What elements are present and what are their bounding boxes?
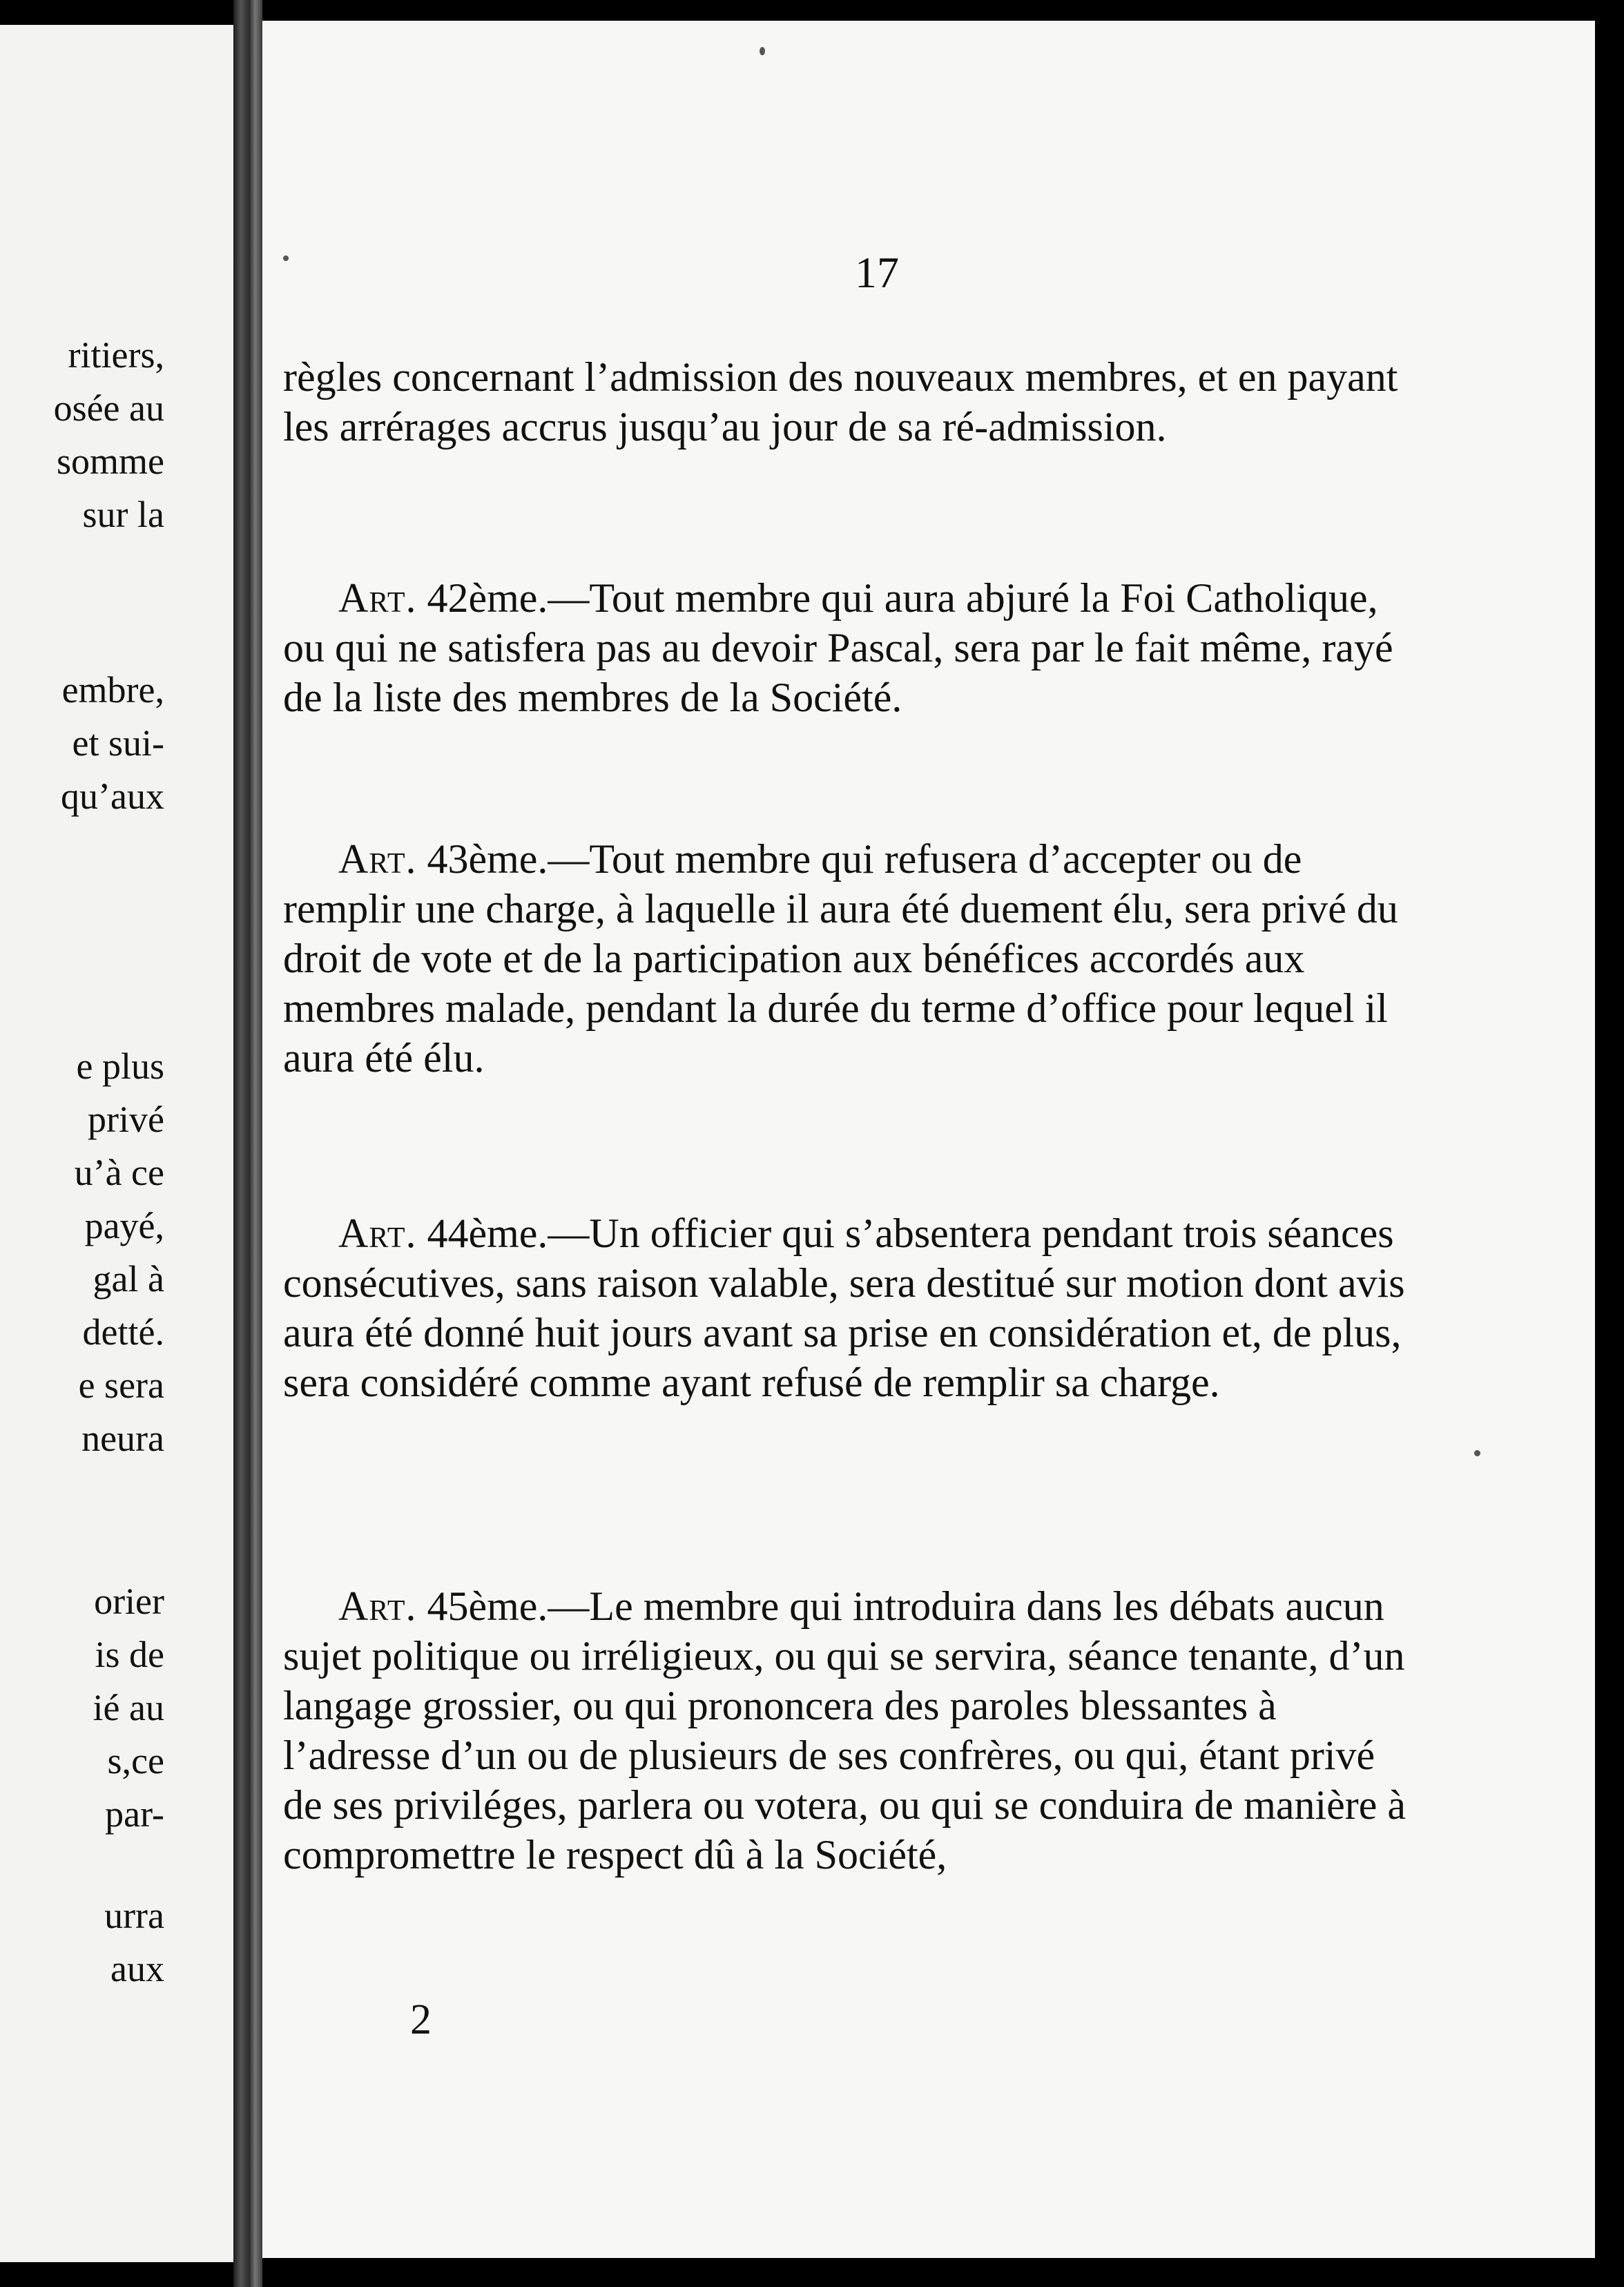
page-number: 17 xyxy=(855,248,899,297)
left-line: privé xyxy=(88,1099,164,1140)
left-line: orier xyxy=(94,1581,164,1622)
left-line: ritiers, xyxy=(68,334,164,376)
left-line xyxy=(93,1735,164,1788)
article-label: Art. xyxy=(338,1583,417,1629)
article-label: Art. xyxy=(338,1210,417,1256)
speck-mark xyxy=(283,255,289,261)
article-label: Art. xyxy=(338,836,417,882)
left-line: neura xyxy=(81,1418,164,1459)
left-text-block xyxy=(93,1575,164,1841)
article-44 xyxy=(283,1208,1415,1407)
speck-mark xyxy=(1474,1450,1480,1456)
left-text-block xyxy=(104,1889,164,1996)
left-line: urra xyxy=(104,1895,164,1936)
left-line: osée au xyxy=(53,387,164,429)
right-page xyxy=(262,21,1595,2258)
article-text: 42ème.—Tout membre qui aura abjuré la Foi Catholique, ou qui ne satisfera pas au devoir Pascal, sera par le fait même, rayé de la liste des membres de la Société. xyxy=(283,575,1393,720)
left-line: gal à xyxy=(93,1258,164,1300)
article-text: 44ème.—Un officier qui s’absentera pendant trois séances consécutives, sans raison valable, sera destitué sur motion dont avis aura été donné huit jours avant sa prise en considération et, de plus, sera considéré comme ayant refusé de remplir sa charge. xyxy=(283,1210,1405,1405)
left-line-part: s, xyxy=(107,1740,132,1782)
book-gutter xyxy=(233,0,262,2287)
article-43 xyxy=(283,834,1415,1083)
paragraph-intro: règles concernant l’admission des nouveaux membres, et en payant les arrérages accrus jusqu’au jour de sa ré-admission. xyxy=(283,354,1398,450)
article-42 xyxy=(283,573,1415,722)
article-text: 43ème.—Tout membre qui refusera d’accepter ou de remplir une charge, à laquelle il aura été duement élu, sera privé du droit de vote et de la participation aux bénéfices accordés aux membres malade, pendant la durée du terme d’office pour lequel il aura été élu. xyxy=(283,836,1398,1081)
left-text-block xyxy=(75,1040,164,1465)
article-45 xyxy=(283,1581,1415,1880)
speck-mark xyxy=(760,47,765,55)
left-line: sur la xyxy=(82,494,164,535)
left-line: par- xyxy=(105,1793,164,1835)
left-line: et sui- xyxy=(72,722,164,764)
left-line: qu’aux xyxy=(61,775,164,817)
left-line: somme xyxy=(57,441,164,482)
left-text-block xyxy=(61,664,164,823)
left-line: payé, xyxy=(84,1205,164,1246)
left-line: aux xyxy=(110,1948,164,1989)
left-page-fragment xyxy=(0,25,233,2262)
left-line: e plus xyxy=(76,1045,164,1087)
left-line: embre, xyxy=(61,669,164,711)
article-text: 45ème.—Le membre qui introduira dans les débats aucun sujet politique ou irréligieux, ou qui se servira, séance tenante, d’un langage grossier, ou qui prononcera des paroles blessantes à l’adresse d’un ou de plusieurs de ses confrères, ou qui, étant privé de ses priviléges, parlera ou votera, ou qui se conduira de manière à compromettre le respect dû à la Société, xyxy=(283,1583,1406,1878)
left-line: e sera xyxy=(78,1364,164,1406)
left-line: detté. xyxy=(82,1311,164,1353)
left-line: ié au xyxy=(93,1687,164,1728)
article-label: Art. xyxy=(338,575,417,621)
signature-mark: 2 xyxy=(410,1996,432,2043)
left-line-part: ce xyxy=(131,1740,164,1782)
left-line: u’à ce xyxy=(74,1152,164,1193)
left-text-block xyxy=(54,329,164,541)
left-line: is de xyxy=(95,1634,164,1675)
